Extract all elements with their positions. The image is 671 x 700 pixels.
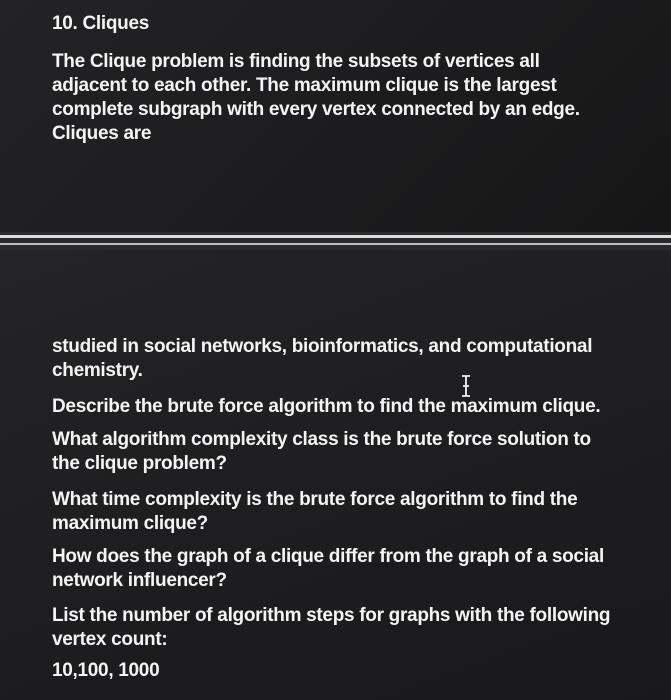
- divider-line-top: [0, 235, 671, 238]
- question-brute-force: Describe the brute force algorithm to find the maximum clique.: [52, 396, 601, 417]
- question-complexity-class: What algorithm complexity class is the brute force solution to the clique problem?: [52, 429, 591, 474]
- divider-line-bottom: [0, 243, 671, 245]
- intro-paragraph: The Clique problem is finding the subsets of vertices all adjacent to each other. The maximum clique is the largest complete subgraph with every vertex connected by an edge. Cliques are: [52, 51, 580, 144]
- question-influencer-graph: How does the graph of a clique differ from the graph of a social network influencer?: [52, 546, 604, 591]
- text-cursor-icon: [460, 375, 472, 397]
- question-time-complexity: What time complexity is the brute force algorithm to find the maximum clique?: [52, 489, 578, 534]
- question-algorithm-steps: List the number of algorithm steps for graphs with the following vertex count:: [52, 605, 611, 650]
- question-heading: 10. Cliques: [52, 13, 150, 34]
- vertex-count-values: 10,100, 1000: [52, 660, 160, 681]
- top-panel: [0, 0, 671, 232]
- panel-divider: [0, 232, 671, 250]
- continued-paragraph: studied in social networks, bioinformatics, and computational chemistry.: [52, 336, 593, 381]
